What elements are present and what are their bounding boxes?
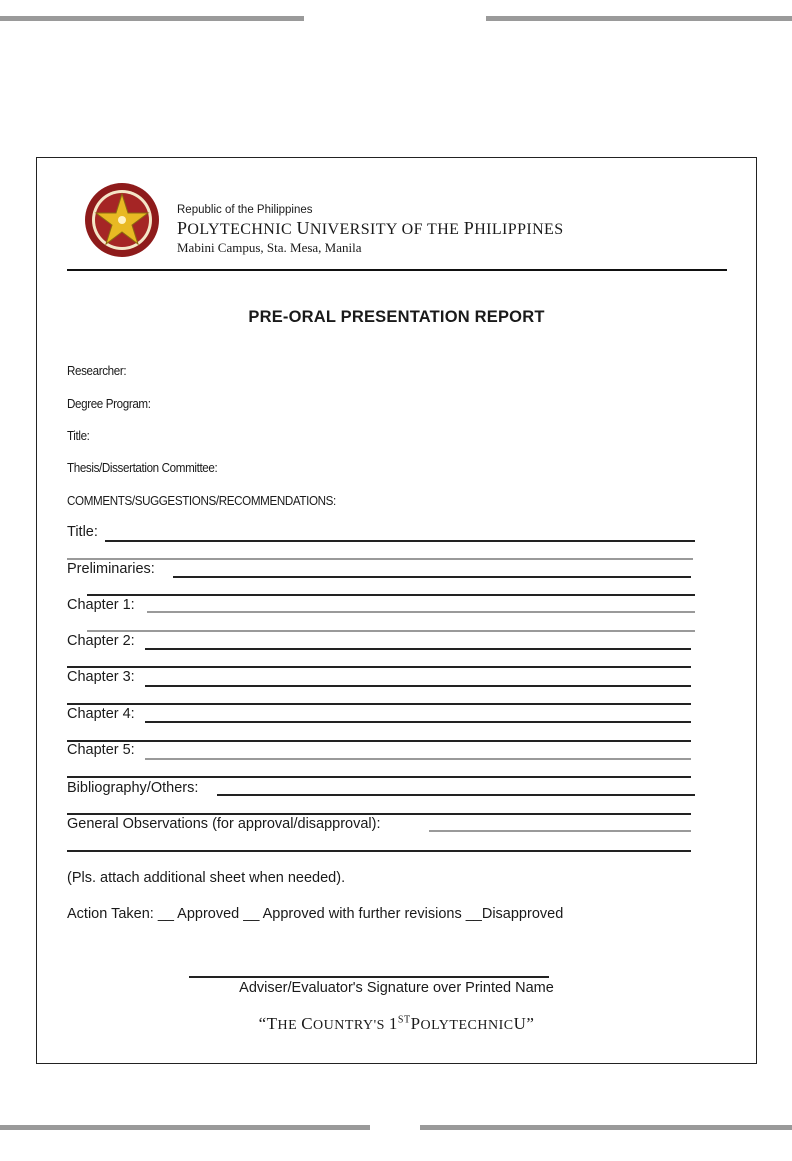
bottom-left-bar	[0, 1125, 370, 1130]
field-preliminaries-label: Preliminaries:	[67, 561, 155, 577]
comments-heading: COMMENTS/SUGGESTIONS/RECOMMENDATIONS:	[67, 494, 336, 508]
field-chapter2-label: Chapter 2:	[67, 633, 135, 649]
attach-note: (Pls. attach additional sheet when needed).	[67, 870, 346, 886]
field-observations-line-2[interactable]	[67, 850, 691, 852]
field-bibliography-label: Bibliography/Others:	[67, 780, 199, 796]
university-motto: “THE COUNTRY'S 1STPOLYTECHNICU”	[258, 1014, 535, 1033]
field-observations-line[interactable]	[429, 830, 691, 832]
republic-text: Republic of the Philippines	[177, 204, 313, 216]
degree-program-label: Degree Program:	[67, 397, 151, 411]
field-chapter4-line[interactable]	[145, 721, 691, 723]
field-chapter5-line[interactable]	[145, 758, 691, 760]
bottom-right-bar	[420, 1125, 792, 1130]
field-chapter3-line[interactable]	[145, 685, 691, 687]
field-chapter4-label: Chapter 4:	[67, 706, 135, 722]
field-chapter5-label: Chapter 5:	[67, 742, 135, 758]
field-chapter5-line-2[interactable]	[67, 776, 691, 778]
action-taken: Action Taken: __ Approved __ Approved with further revisions __Disapproved	[67, 906, 564, 922]
field-chapter2-line[interactable]	[145, 648, 691, 650]
field-title-label: Title:	[67, 524, 98, 540]
campus-address: Mabini Campus, Sta. Mesa, Manila	[177, 240, 362, 255]
field-chapter2-line-2[interactable]	[67, 666, 691, 668]
field-chapter4-line-2[interactable]	[67, 740, 691, 742]
field-title-line-2[interactable]	[67, 558, 693, 560]
field-chapter1-label: Chapter 1:	[67, 597, 135, 613]
researcher-label: Researcher:	[67, 364, 127, 378]
field-observations-label: General Observations (for approval/disapproval):	[67, 816, 381, 832]
field-chapter1-line[interactable]	[147, 611, 695, 613]
title-info-label: Title:	[67, 429, 90, 443]
report-form	[36, 157, 757, 1064]
top-right-bar	[486, 16, 792, 21]
field-preliminaries-line-2[interactable]	[87, 594, 695, 596]
field-preliminaries-line[interactable]	[173, 576, 691, 578]
field-chapter3-label: Chapter 3:	[67, 669, 135, 685]
field-bibliography-line-2[interactable]	[67, 813, 691, 815]
signature-label: Adviser/Evaluator's Signature over Printed Name	[239, 980, 554, 996]
field-title-line[interactable]	[105, 540, 695, 542]
university-header	[177, 204, 564, 256]
committee-label: Thesis/Dissertation Committee:	[67, 461, 218, 475]
top-left-bar	[0, 16, 304, 21]
field-chapter3-line-2[interactable]	[67, 703, 691, 705]
field-bibliography-line[interactable]	[217, 794, 695, 796]
report-title: PRE-ORAL PRESENTATION REPORT	[248, 308, 545, 326]
field-chapter1-line-2[interactable]	[87, 630, 695, 632]
header-rule	[67, 269, 727, 271]
university-seal-logo	[84, 182, 160, 258]
university-name: POLYTECHNIC UNIVERSITY OF THE PHILIPPINES	[177, 218, 564, 238]
signature-line[interactable]	[189, 976, 549, 978]
